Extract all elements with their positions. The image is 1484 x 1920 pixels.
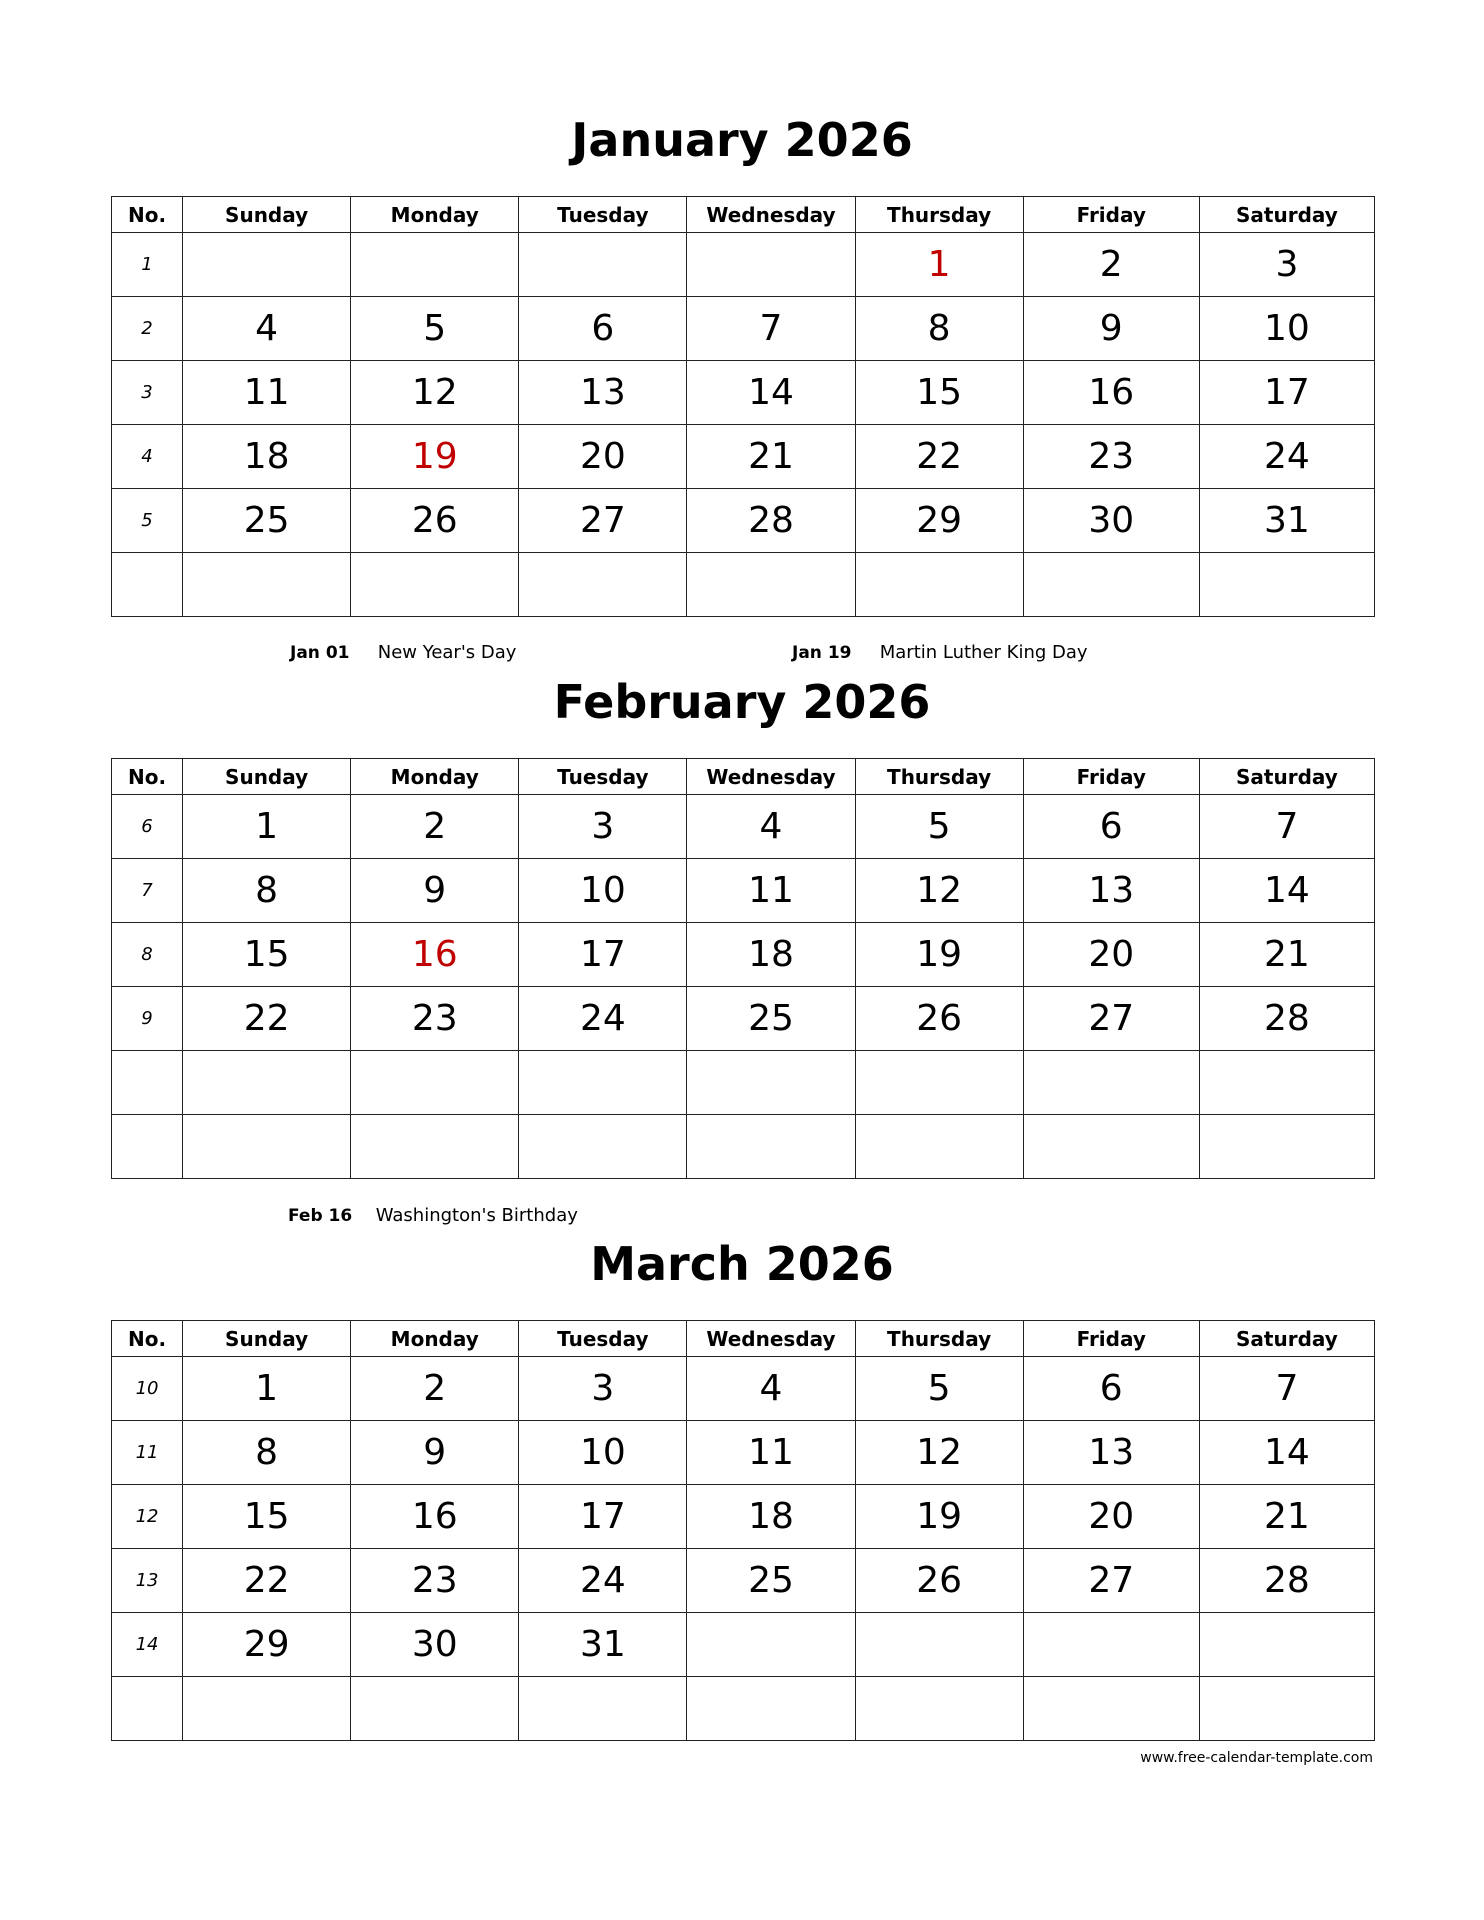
empty-day-cell	[1023, 1677, 1199, 1741]
day-cell: 14	[1199, 1421, 1374, 1485]
day-cell: 22	[183, 987, 351, 1051]
week-number: 4	[112, 425, 183, 489]
day-cell: 28	[687, 489, 855, 553]
week-row	[112, 1421, 1375, 1485]
empty-day-cell	[1023, 1613, 1199, 1677]
holiday-name: Washington's Birthday	[375, 1205, 578, 1226]
day-cell: 24	[519, 1549, 687, 1613]
header-sunday: Sunday	[183, 1321, 351, 1357]
day-cell: 13	[519, 361, 687, 425]
empty-day-cell	[1199, 1613, 1374, 1677]
week-number: 5	[112, 489, 183, 553]
calendar-table-february	[111, 758, 1375, 1179]
week-row	[112, 1485, 1375, 1549]
footer-source-link[interactable]: www.free-calendar-template.com	[1140, 1750, 1373, 1766]
day-cell: 25	[687, 1549, 855, 1613]
empty-day-cell	[519, 233, 687, 297]
header-monday: Monday	[351, 1321, 519, 1357]
week-number	[112, 1677, 183, 1741]
day-cell: 30	[1023, 489, 1199, 553]
empty-day-cell	[1199, 553, 1374, 617]
day-cell: 4	[183, 297, 351, 361]
empty-day-cell	[519, 1115, 687, 1179]
day-cell: 23	[1023, 425, 1199, 489]
header-friday: Friday	[1023, 197, 1199, 233]
empty-day-cell	[183, 553, 351, 617]
empty-day-cell	[351, 553, 519, 617]
empty-day-cell	[351, 1051, 519, 1115]
header-thursday: Thursday	[855, 759, 1023, 795]
holiday-date: Feb 16	[288, 1206, 353, 1226]
day-cell: 1	[183, 795, 351, 859]
day-cell: 18	[687, 923, 855, 987]
empty-day-cell	[519, 553, 687, 617]
day-cell: 26	[351, 489, 519, 553]
day-cell: 26	[855, 987, 1023, 1051]
header-thursday: Thursday	[855, 197, 1023, 233]
week-number: 13	[112, 1549, 183, 1613]
empty-day-cell	[183, 233, 351, 297]
empty-day-cell	[687, 1613, 855, 1677]
empty-day-cell	[687, 1051, 855, 1115]
day-cell: 4	[687, 1357, 855, 1421]
week-number: 1	[112, 233, 183, 297]
day-cell: 16	[351, 1485, 519, 1549]
week-row	[112, 987, 1375, 1051]
day-cell: 24	[1199, 425, 1374, 489]
calendar-table-january	[111, 196, 1375, 617]
empty-day-cell	[855, 553, 1023, 617]
day-cell: 12	[855, 859, 1023, 923]
day-cell: 16	[1023, 361, 1199, 425]
empty-day-cell	[855, 1051, 1023, 1115]
day-cell: 12	[855, 1421, 1023, 1485]
week-row	[112, 297, 1375, 361]
month-title-march: March 2026	[590, 1237, 894, 1291]
header-wednesday: Wednesday	[687, 759, 855, 795]
day-cell: 10	[519, 1421, 687, 1485]
day-cell: 9	[351, 1421, 519, 1485]
day-cell: 2	[351, 1357, 519, 1421]
day-cell: 28	[1199, 1549, 1374, 1613]
day-cell: 20	[519, 425, 687, 489]
holiday-date: Jan 19	[792, 643, 852, 663]
holiday-note	[288, 1205, 578, 1226]
day-cell: 22	[855, 425, 1023, 489]
day-cell: 11	[183, 361, 351, 425]
day-cell: 22	[183, 1549, 351, 1613]
week-number	[112, 553, 183, 617]
calendar-table-march	[111, 1320, 1375, 1741]
empty-day-cell	[351, 1677, 519, 1741]
day-cell: 8	[183, 859, 351, 923]
day-cell: 10	[519, 859, 687, 923]
calendar-body-january	[112, 233, 1375, 617]
day-cell: 15	[183, 923, 351, 987]
day-cell: 27	[1023, 987, 1199, 1051]
day-cell: 23	[351, 987, 519, 1051]
empty-day-cell	[687, 553, 855, 617]
day-cell: 29	[183, 1613, 351, 1677]
day-cell: 3	[519, 1357, 687, 1421]
day-cell: 1	[183, 1357, 351, 1421]
day-cell: 27	[519, 489, 687, 553]
empty-day-cell	[351, 1115, 519, 1179]
header-monday: Monday	[351, 759, 519, 795]
day-cell: 20	[1023, 1485, 1199, 1549]
header-no: No.	[112, 759, 183, 795]
header-friday: Friday	[1023, 759, 1199, 795]
week-row	[112, 1549, 1375, 1613]
header-sunday: Sunday	[183, 759, 351, 795]
day-cell: 19	[855, 923, 1023, 987]
day-cell: 10	[1199, 297, 1374, 361]
week-row	[112, 859, 1375, 923]
header-wednesday: Wednesday	[687, 197, 855, 233]
day-cell: 12	[351, 361, 519, 425]
empty-day-cell	[183, 1115, 351, 1179]
day-cell: 6	[519, 297, 687, 361]
month-title-february: February 2026	[553, 675, 931, 729]
week-row	[112, 1677, 1375, 1741]
week-number: 7	[112, 859, 183, 923]
empty-day-cell	[1023, 1051, 1199, 1115]
empty-day-cell	[687, 1115, 855, 1179]
day-cell: 3	[1199, 233, 1374, 297]
holiday-name: Martin Luther King Day	[879, 642, 1088, 663]
empty-day-cell	[687, 233, 855, 297]
header-no: No.	[112, 197, 183, 233]
day-cell: 24	[519, 987, 687, 1051]
calendar-body-march	[112, 1357, 1375, 1741]
week-number	[112, 1115, 183, 1179]
empty-day-cell	[183, 1677, 351, 1741]
week-row	[112, 425, 1375, 489]
empty-day-cell	[519, 1051, 687, 1115]
empty-day-cell	[1199, 1677, 1374, 1741]
week-row	[112, 1115, 1375, 1179]
header-wednesday: Wednesday	[687, 1321, 855, 1357]
day-cell: 5	[855, 795, 1023, 859]
header-tuesday: Tuesday	[519, 1321, 687, 1357]
day-cell: 29	[855, 489, 1023, 553]
day-cell: 28	[1199, 987, 1374, 1051]
holiday-note	[290, 642, 516, 663]
header-tuesday: Tuesday	[519, 759, 687, 795]
day-cell: 5	[351, 297, 519, 361]
day-cell: 31	[519, 1613, 687, 1677]
week-row	[112, 923, 1375, 987]
empty-day-cell	[519, 1677, 687, 1741]
week-row	[112, 1613, 1375, 1677]
day-cell: 6	[1023, 1357, 1199, 1421]
day-cell: 13	[1023, 1421, 1199, 1485]
empty-day-cell	[351, 233, 519, 297]
week-number: 11	[112, 1421, 183, 1485]
day-cell: 14	[1199, 859, 1374, 923]
header-saturday: Saturday	[1199, 1321, 1374, 1357]
day-cell: 15	[855, 361, 1023, 425]
day-cell: 20	[1023, 923, 1199, 987]
week-number: 3	[112, 361, 183, 425]
week-number: 9	[112, 987, 183, 1051]
week-number: 10	[112, 1357, 183, 1421]
day-cell: 25	[687, 987, 855, 1051]
holiday-note	[792, 642, 1088, 663]
day-cell: 3	[519, 795, 687, 859]
day-cell: 7	[1199, 1357, 1374, 1421]
week-row	[112, 489, 1375, 553]
day-cell: 6	[1023, 795, 1199, 859]
empty-day-cell	[1023, 1115, 1199, 1179]
header-friday: Friday	[1023, 1321, 1199, 1357]
day-cell: 21	[1199, 923, 1374, 987]
day-cell: 26	[855, 1549, 1023, 1613]
empty-day-cell	[855, 1677, 1023, 1741]
header-no: No.	[112, 1321, 183, 1357]
week-row	[112, 795, 1375, 859]
holiday-name: New Year's Day	[377, 642, 517, 663]
day-cell: 30	[351, 1613, 519, 1677]
week-row	[112, 553, 1375, 617]
week-number	[112, 1051, 183, 1115]
day-cell: 14	[687, 361, 855, 425]
day-cell: 21	[687, 425, 855, 489]
day-cell: 21	[1199, 1485, 1374, 1549]
month-title-january: January 2026	[571, 113, 913, 167]
day-cell: 17	[1199, 361, 1374, 425]
empty-day-cell	[1023, 553, 1199, 617]
day-cell: 9	[351, 859, 519, 923]
header-row	[112, 759, 1375, 795]
header-thursday: Thursday	[855, 1321, 1023, 1357]
empty-day-cell	[687, 1677, 855, 1741]
day-cell: 7	[1199, 795, 1374, 859]
empty-day-cell	[855, 1613, 1023, 1677]
week-number: 2	[112, 297, 183, 361]
day-cell: 16	[351, 923, 519, 987]
day-cell: 19	[855, 1485, 1023, 1549]
day-cell: 8	[855, 297, 1023, 361]
header-row	[112, 1321, 1375, 1357]
header-row	[112, 197, 1375, 233]
day-cell: 2	[1023, 233, 1199, 297]
day-cell: 17	[519, 923, 687, 987]
day-cell: 18	[183, 425, 351, 489]
empty-day-cell	[183, 1051, 351, 1115]
day-cell: 8	[183, 1421, 351, 1485]
day-cell: 18	[687, 1485, 855, 1549]
week-number: 6	[112, 795, 183, 859]
holiday-date: Jan 01	[290, 643, 350, 663]
week-row	[112, 1357, 1375, 1421]
day-cell: 27	[1023, 1549, 1199, 1613]
day-cell: 15	[183, 1485, 351, 1549]
calendar-body-february	[112, 795, 1375, 1179]
week-number: 14	[112, 1613, 183, 1677]
day-cell: 11	[687, 1421, 855, 1485]
day-cell: 11	[687, 859, 855, 923]
header-saturday: Saturday	[1199, 759, 1374, 795]
week-row	[112, 233, 1375, 297]
header-monday: Monday	[351, 197, 519, 233]
day-cell: 2	[351, 795, 519, 859]
day-cell: 25	[183, 489, 351, 553]
week-row	[112, 361, 1375, 425]
week-number: 8	[112, 923, 183, 987]
day-cell: 1	[855, 233, 1023, 297]
day-cell: 31	[1199, 489, 1374, 553]
empty-day-cell	[855, 1115, 1023, 1179]
header-tuesday: Tuesday	[519, 197, 687, 233]
day-cell: 13	[1023, 859, 1199, 923]
day-cell: 19	[351, 425, 519, 489]
header-saturday: Saturday	[1199, 197, 1374, 233]
empty-day-cell	[1199, 1051, 1374, 1115]
day-cell: 4	[687, 795, 855, 859]
empty-day-cell	[1199, 1115, 1374, 1179]
day-cell: 17	[519, 1485, 687, 1549]
week-number: 12	[112, 1485, 183, 1549]
day-cell: 23	[351, 1549, 519, 1613]
day-cell: 5	[855, 1357, 1023, 1421]
header-sunday: Sunday	[183, 197, 351, 233]
day-cell: 9	[1023, 297, 1199, 361]
week-row	[112, 1051, 1375, 1115]
day-cell: 7	[687, 297, 855, 361]
